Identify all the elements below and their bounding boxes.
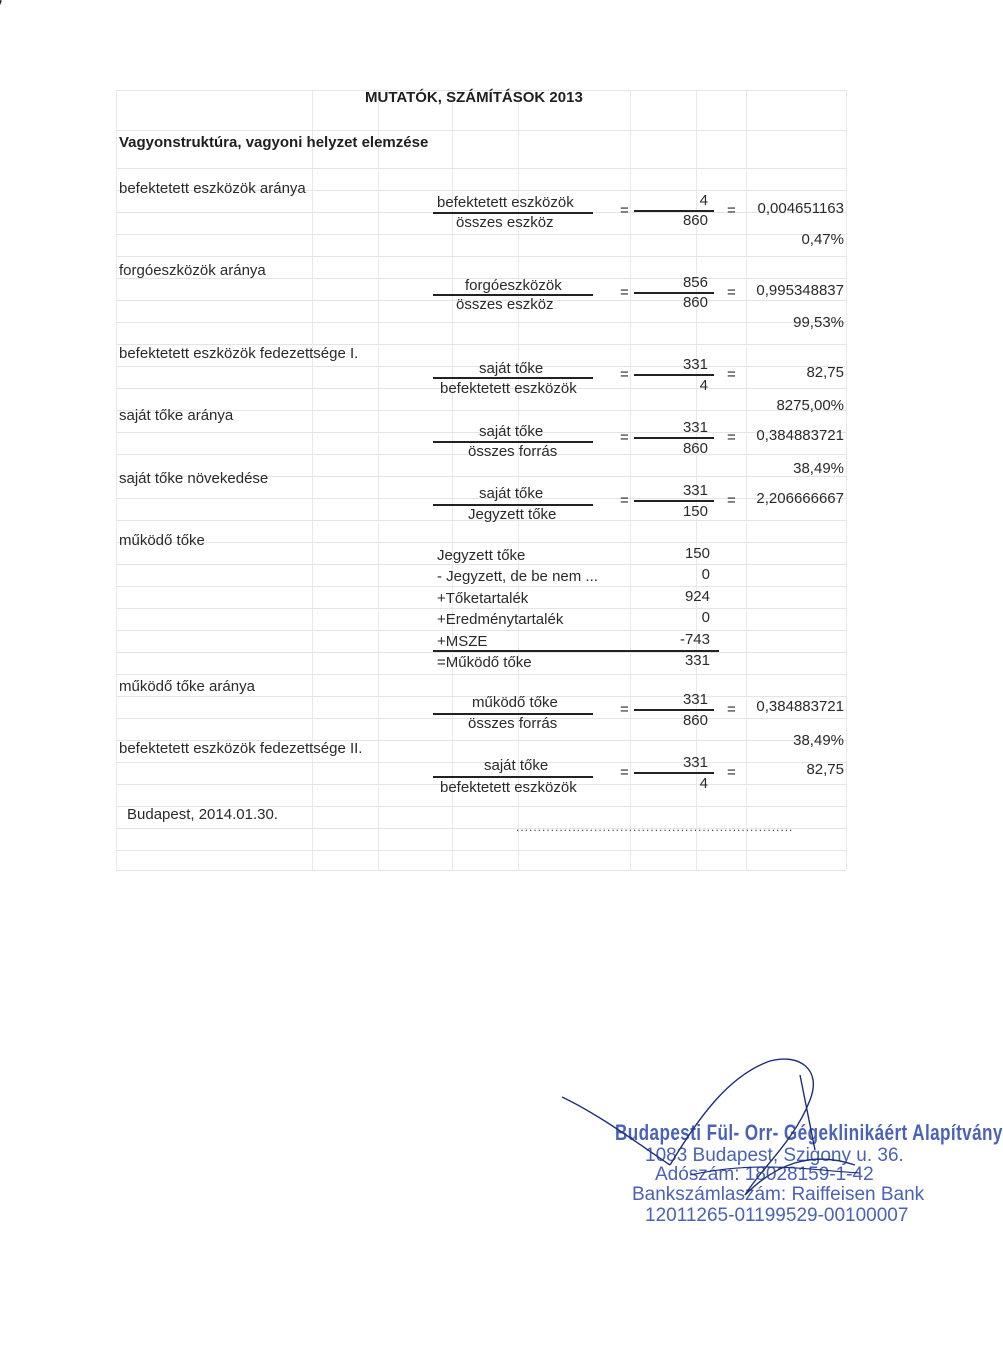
row-label: saját tőke növekedése: [119, 470, 269, 487]
equals-sign: =: [620, 701, 629, 718]
equals-sign: =: [620, 202, 629, 219]
equals-sign: =: [727, 366, 736, 383]
value-numerator: 331: [682, 754, 708, 771]
equals-sign: =: [727, 701, 736, 718]
value-denominator: 4: [699, 377, 708, 394]
stamp-tax-number: Adószám: 18028159-1-42: [655, 1164, 874, 1185]
equals-sign: =: [727, 429, 736, 446]
equals-sign: =: [727, 284, 736, 301]
working-capital-item: +Eredménytartalék: [437, 611, 564, 628]
ratio-denominator: összes forrás: [468, 715, 558, 732]
ratio-numerator: saját tőke: [479, 360, 544, 377]
ratio-denominator: összes eszköz: [456, 296, 554, 313]
value-numerator: 331: [682, 691, 708, 708]
ratio-numerator: befektetett eszközök: [437, 194, 574, 211]
page-fold-mark: [0, 0, 2, 140]
value-numerator: 4: [699, 192, 708, 209]
working-capital-item: - Jegyzett, de be nem ...: [437, 568, 598, 585]
value-numerator: 331: [682, 419, 708, 436]
section-heading: Vagyonstruktúra, vagyoni helyzet elemzése: [119, 134, 429, 151]
ratio-numerator: saját tőke: [479, 485, 544, 502]
row-label: befektetett eszközök fedezettsége I.: [119, 345, 359, 362]
ratio-result: 0,004651163: [757, 200, 844, 217]
ratio-result: 0,384883721: [756, 698, 844, 715]
ratio-percent: 38,49%: [793, 460, 844, 477]
ratio-denominator: Jegyzett tőke: [468, 506, 557, 523]
page-title: MUTATÓK, SZÁMÍTÁSOK 2013: [365, 89, 583, 106]
working-capital-item: Jegyzett tőke: [437, 547, 526, 564]
equals-sign: =: [727, 764, 736, 781]
equals-sign: =: [620, 429, 629, 446]
value-denominator: 150: [682, 503, 708, 520]
equals-sign: =: [620, 492, 629, 509]
row-label: forgóeszközök aránya: [119, 262, 266, 279]
ratio-denominator: összes forrás: [468, 443, 558, 460]
equals-sign: =: [620, 284, 629, 301]
ratio-numerator: saját tőke: [484, 757, 549, 774]
value-denominator: 860: [682, 294, 708, 311]
ratio-denominator: befektetett eszközök: [440, 380, 577, 397]
working-capital-value: 0: [701, 566, 710, 583]
value-denominator: 860: [682, 212, 708, 229]
ratio-percent: 8275,00%: [776, 397, 844, 414]
ratio-result: 0,384883721: [756, 427, 844, 444]
ratio-numerator: forgóeszközök: [465, 277, 562, 294]
stamp-address: 1083 Budapest, Szigony u. 36.: [645, 1145, 904, 1166]
working-capital-item: +Tőketartalék: [437, 590, 529, 607]
signature-line: ................................................................: [516, 820, 794, 834]
row-label: működő tőke: [119, 532, 205, 549]
ratio-denominator: összes eszköz: [456, 214, 554, 231]
stamp-bank: Bankszámlaszám: Raiffeisen Bank: [632, 1184, 925, 1205]
working-capital-item: +MSZE: [437, 633, 488, 650]
value-denominator: 4: [699, 775, 708, 792]
working-capital-total-label: =Működő tőke: [437, 654, 532, 671]
value-numerator: 856: [682, 274, 708, 291]
stamp-organization: Budapesti Fül- Orr- Gégeklinikáért Alapítvány: [615, 1120, 1003, 1145]
ratio-denominator: befektetett eszközök: [440, 779, 577, 796]
value-numerator: 331: [682, 356, 708, 373]
ratio-result: 0,995348837: [756, 282, 844, 299]
value-denominator: 860: [682, 712, 708, 729]
equals-sign: =: [620, 366, 629, 383]
ratio-numerator: működő tőke: [472, 694, 558, 711]
equals-sign: =: [727, 492, 736, 509]
row-label: befektetett eszközök aránya: [119, 180, 306, 197]
date-line: Budapest, 2014.01.30.: [127, 806, 278, 823]
working-capital-value: 150: [684, 545, 710, 562]
equals-sign: =: [727, 202, 736, 219]
row-label: befektetett eszközök fedezettsége II.: [119, 740, 363, 757]
working-capital-value: 924: [684, 588, 710, 605]
ratio-percent: 99,53%: [793, 314, 844, 331]
row-label: saját tőke aránya: [119, 407, 234, 424]
working-capital-total-value: 331: [684, 652, 710, 669]
stamp-account: 12011265-01199529-00100007: [645, 1205, 909, 1226]
ratio-result: 82,75: [806, 364, 844, 381]
working-capital-value: -743: [679, 631, 710, 648]
row-label: működő tőke aránya: [119, 678, 255, 695]
ratio-percent: 0,47%: [801, 231, 844, 248]
signature-scribble: [560, 1055, 890, 1205]
working-capital-value: 0: [701, 609, 710, 626]
ratio-numerator: saját tőke: [479, 423, 544, 440]
value-numerator: 331: [682, 482, 708, 499]
ratio-percent: 38,49%: [793, 732, 844, 749]
equals-sign: =: [620, 764, 629, 781]
value-denominator: 860: [682, 440, 708, 457]
ratio-result: 82,75: [806, 761, 844, 778]
ratio-result: 2,206666667: [756, 490, 844, 507]
